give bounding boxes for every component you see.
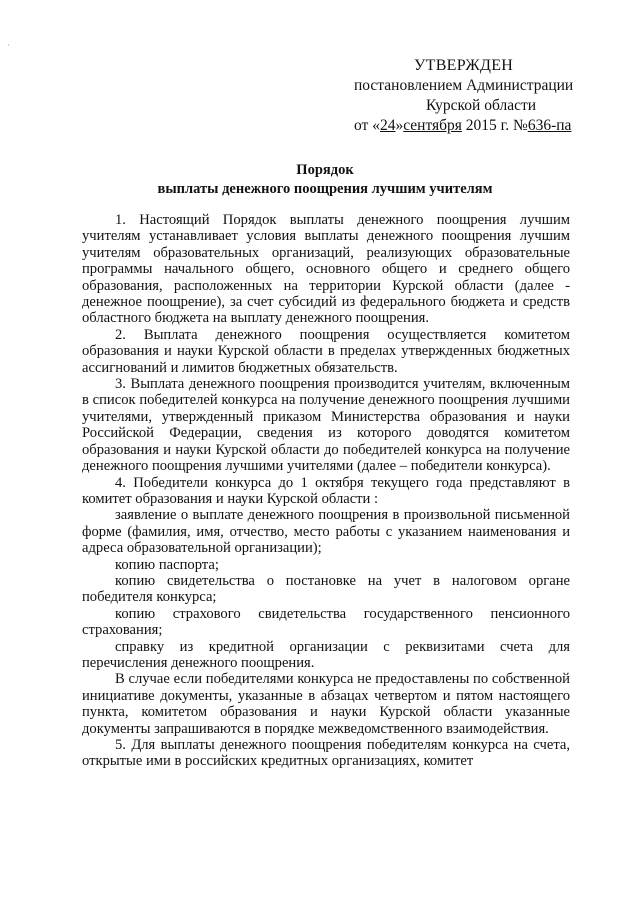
paragraph: В случае если победителями конкурса не предоставлены по собственной инициативе документы, указанные в абзацах четвертом и пятом настоящего пункта, комитетом образования и науки Курской области указанные документы запрашиваются в порядке межведомственного взаимодействия. — [82, 671, 570, 737]
paragraph: 4. Победители конкурса до 1 октября текущего года представляют в комитет образования и науки Курской области : — [82, 474, 570, 507]
list-item: копию свидетельства о постановке на учет в налоговом органе победителя конкурса; — [82, 572, 570, 606]
approval-heading: УТВЕРЖДЕН — [414, 57, 514, 74]
margin-mark: · — [7, 40, 10, 50]
date-prefix: от « — [354, 117, 380, 134]
title-line-1: Порядок — [296, 162, 354, 178]
list-item: справку из кредитной организации с реквизитами счета для перечисления денежного поощрения. — [82, 638, 570, 671]
approval-issuer: постановлением Администрации — [354, 77, 574, 94]
doc-number: 636-па — [527, 117, 572, 134]
date-day: 24 — [379, 117, 396, 134]
list-item: копию страхового свидетельства государственного пенсионного страхования; — [82, 605, 570, 639]
approval-region: Курской области — [426, 97, 537, 114]
doc-number-prefix: № — [513, 117, 528, 134]
date-year: 2015 г. — [465, 117, 510, 134]
document-title — [80, 161, 570, 199]
paragraph: 5. Для выплаты денежного поощрения победителям конкурса на счета, открытые ими в российских кредитных организациях, комитет — [82, 737, 570, 770]
list-item: копию паспорта; — [115, 556, 219, 573]
paragraph: 3. Выплата денежного поощрения производится учителям, включенным в список победителей конкурса на получение денежного поощрения лучшими учителями, утвержденный приказом Министерства образования и науки Российской Федерации, сведения из которого доводятся комитетом образования и науки Курской области до победителей конкурса на получение денежного поощрения лучшими учителями (далее – победители конкурса). — [82, 376, 570, 475]
date-separator: » — [395, 117, 404, 134]
title-line-2: выплаты денежного поощрения лучшим учителям — [157, 181, 493, 197]
list-item: заявление о выплате денежного поощрения в произвольной письменной форме (фамилия, имя, отчество, место работы с указанием наименования и адреса образовательной организации); — [82, 507, 570, 557]
date-month: сентября — [403, 117, 462, 134]
approval-date-line — [340, 116, 610, 136]
approval-block — [340, 56, 610, 136]
document-body — [82, 212, 570, 770]
paragraph: 2. Выплата денежного поощрения осуществляется комитетом образования и науки Курской области в пределах утвержденных бюджетных ассигнований и лимитов бюджетных обязательств. — [82, 326, 570, 376]
paragraph: 1. Настоящий Порядок выплаты денежного поощрения лучшим учителям устанавливает условия выплаты денежного поощрения лучшим учителям образовательных организаций, реализующих образовательные программы начального общего, основного общего и среднего общего образования, расположенных на территории Курской области (далее - денежное поощрение), за счет субсидий из федерального бюджета и средств областного бюджета на выплату денежного поощрения. — [82, 212, 570, 327]
